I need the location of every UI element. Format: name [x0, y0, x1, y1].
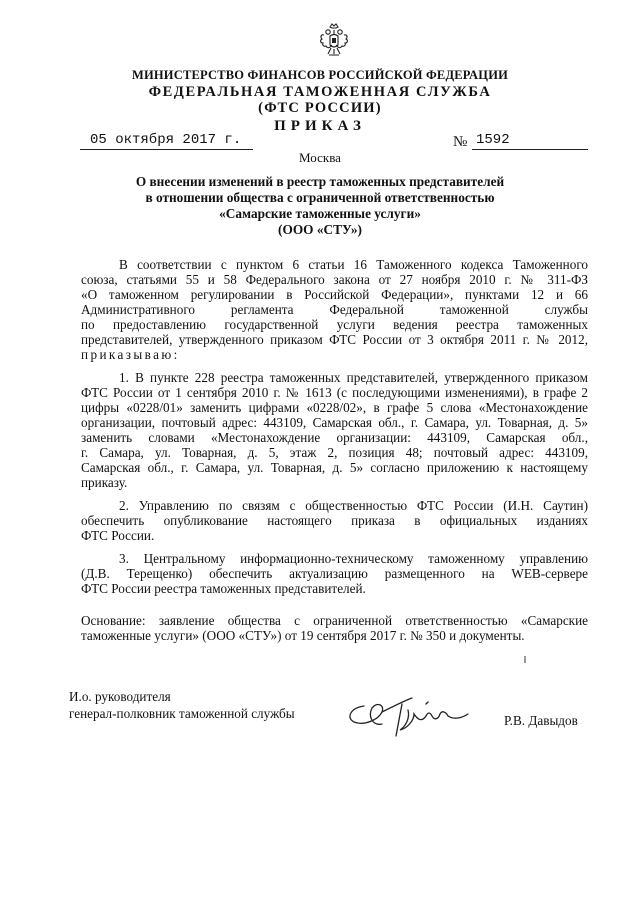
body-line: заменить словами «Местонахождение организации: 443109, Самарская обл.,	[81, 430, 588, 445]
body-line: организации, почтовый адрес: 443109, Самарская обл., г. Самара, ул. Товарная, д. 5»	[81, 415, 588, 430]
signatory-position: И.о. руководителя	[69, 689, 171, 704]
title-line: О внесении изменений в реестр таможенных представителей	[135, 174, 505, 189]
body-line: 3. Центральному информационно-техническому таможенному управлению	[119, 551, 588, 566]
body-line: представителей, утвержденного приказом ФТС России от 3 октября 2011 г. № 2012,	[81, 332, 588, 347]
body-line: цифры «0228/01» заменить цифрами «0228/02», в графе 5 слова «Местонахождение	[81, 400, 588, 415]
signatory-rank: генерал-полковник таможенной службы	[69, 706, 295, 721]
basis-line: таможенные услуги» (ООО «СТУ») от 19 сентября 2017 г. № 350 и документы.	[81, 628, 525, 643]
order-number: 1592	[472, 132, 588, 150]
handwritten-signature	[342, 690, 472, 738]
service-name: ФЕДЕРАЛЬНАЯ ТАМОЖЕННАЯ СЛУЖБА	[148, 84, 492, 100]
title-line: (ООО «СТУ»)	[278, 222, 362, 237]
body-line: союза, статьями 55 и 58 Федерального закона от 27 ноября 2010 г. № 311-ФЗ	[81, 272, 588, 287]
body-line: ФТС России от 1 сентября 2010 г. № 1613 (с последующими изменениями), в графе 2	[81, 385, 588, 400]
body-line: приказу.	[81, 475, 128, 490]
body-line: Самарская обл., г. Самара, ул. Товарная, д. 5» согласно приложению к настоящему	[81, 460, 588, 475]
body-line-prikazyvayu: приказываю:	[81, 347, 180, 362]
body-line: Административного регламента Федеральной таможенной службы	[81, 302, 588, 317]
body-line: В соответствии с пунктом 6 статьи 16 Таможенного кодекса Таможенного	[119, 257, 588, 272]
order-date: 05 октября 2017 г.	[80, 132, 253, 150]
ministry-name: МИНИСТЕРСТВО ФИНАНСОВ РОССИЙСКОЙ ФЕДЕРАЦИИ	[131, 68, 509, 82]
body-line: «О таможенном регулировании в Российской Федерации», пунктами 12 и 66	[81, 287, 588, 302]
body-line: г. Самара, ул. Товарная, д. 5, этаж 2, позиция 48; почтовый адрес: 443109,	[81, 445, 588, 460]
body-line: обеспечить опубликование настоящего приказа в официальных изданиях	[81, 513, 588, 528]
service-abbreviation: (ФТС РОССИИ)	[258, 100, 382, 116]
title-line: «Самарские таможенные услуги»	[219, 206, 421, 221]
body-line: по предоставлению государственной услуги ведения реестра таможенных	[81, 317, 588, 332]
basis-line: Основание: заявление общества с ограниченной ответственностью «Самарские	[81, 613, 588, 628]
body-line: ФТС России.	[81, 528, 155, 543]
signatory-name: Р.В. Давыдов	[504, 713, 578, 728]
scan-speck	[524, 656, 526, 663]
russian-double-headed-eagle-icon	[319, 22, 349, 60]
body-line: 2. Управлению по связям с общественностью ФТС России (И.Н. Саутин)	[119, 498, 588, 513]
body-line: ФТС России реестра таможенных представителей.	[81, 581, 366, 596]
city: Москва	[299, 150, 341, 165]
number-sign: №	[453, 134, 468, 150]
document-type: ПРИКАЗ	[274, 118, 366, 134]
title-line: в отношении общества с ограниченной ответственностью	[145, 190, 495, 205]
body-line: (Д.В. Терещенко) обеспечить актуализацию размещенного на WEB-сервере	[81, 566, 588, 581]
body-line: 1. В пункте 228 реестра таможенных представителей, утвержденного приказом	[119, 370, 588, 385]
